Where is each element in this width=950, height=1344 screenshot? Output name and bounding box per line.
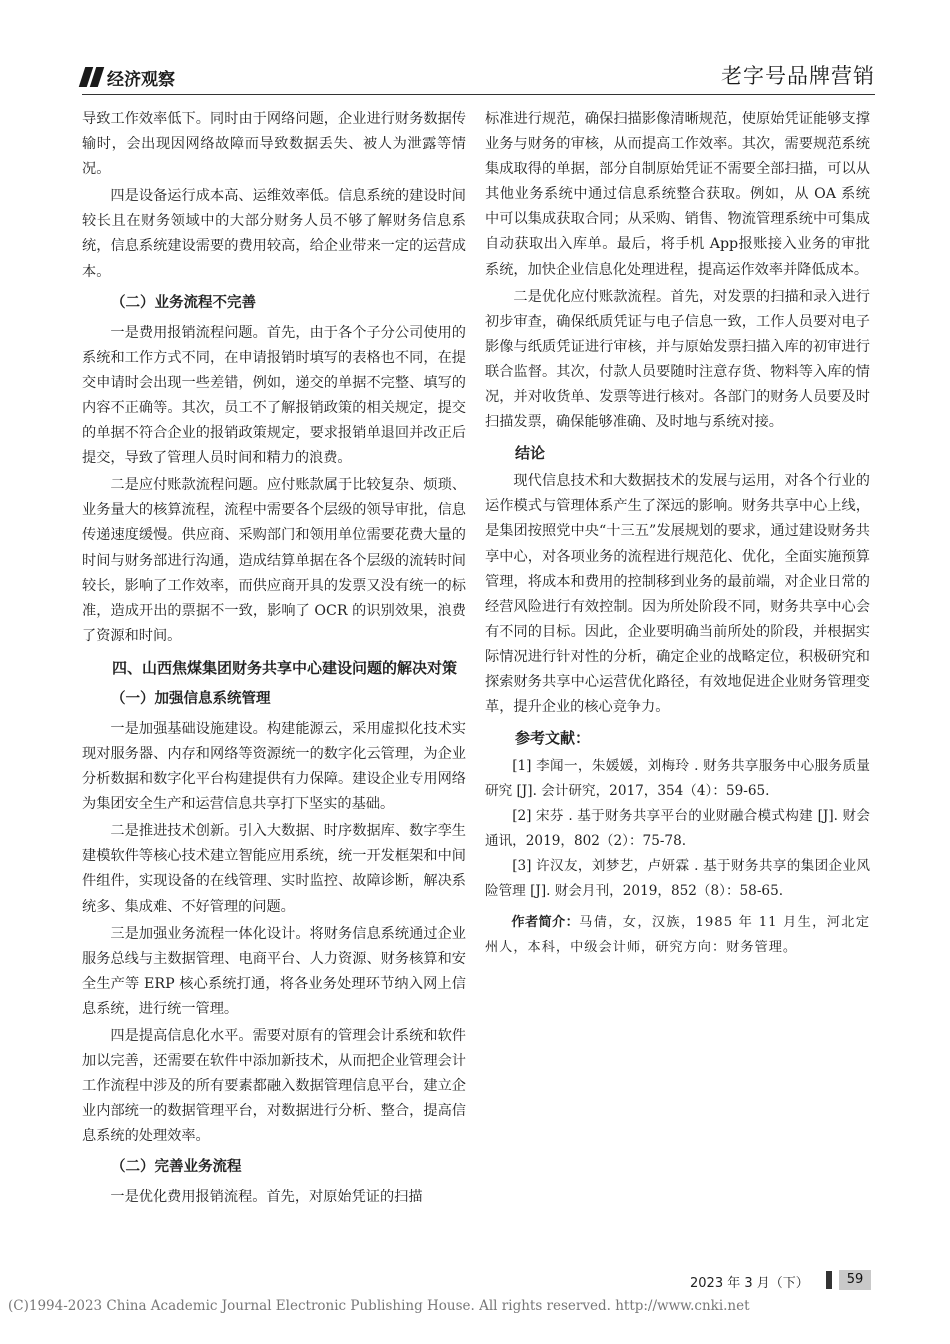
paragraph: 二是推进技术创新。引入大数据、时序数据库、数字孪生建模软件等核心技术建立智能应用系统，统一开发框架和中间件组件，实现设备的在线管理、实时监控、故障诊断，解决系统多、集成难、不好管理的问题。 [82, 823, 466, 915]
paragraph: 二是应付账款流程问题。应付账款属于比较复杂、烦琐、业务量大的核算流程，流程中需要各个层级的领导审批，信息传递速度缓慢。供应商、采购部门和领用单位需要花费大量的时间与财务部进行沟通，造成结算单据在各个层级的流转时间较长，影响了工作效率，而供应商开具的发票又没有统一的标准，造成开出的票据不一致，影响了 OCR 的识别效果，浪费了资源和时间。 [82, 477, 466, 644]
right-column [485, 107, 870, 960]
heading-label: 参考文献： [515, 729, 591, 748]
paragraph: 现代信息技术和大数据技术的发展与运用，对各个行业的运作模式与管理体系产生了深远的影响。财务共享中心上线，是集团按照党中央“十三五”发展规划的要求，通过建设财务共享中心，对各项业务的流程进行规范化、优化，全面实施预算管理，将成本和费用的控制移到业务的最前端，对企业日常的经营风险进行有效控制。因为所处阶段不同，财务共享中心会有不同的目标。因此，企业要明确当前所处的阶段，并根据实际情况进行针对性的分析，确定企业的战略定位，积极研究和探索财务共享中心运营优化路径，有效地促进企业财务管理变革，提升企业的核心竞争力。 [485, 473, 870, 716]
reference-item: [3] 许汉友，刘梦艺，卢妍霖 . 基于财务共享的集团企业风险管理 [J]. 财会月刊，2019，852（8）：58-65. [485, 858, 870, 900]
issue-date: 2023 年 3 月（下） [690, 1276, 809, 1291]
subsection-heading: （二）完善业务流程 [111, 1159, 242, 1176]
paragraph: 二是优化应付账款流程。首先，对发票的扫描和录入进行初步审查，确保纸质凭证与电子信息一致，工作人员要对电子影像与纸质凭证进行审核，并与原始发票扫描入库的初审进行联合监督。其次，付款人员要随时注意存货、物料等入库的情况，并对收货单、发票等进行核对。各部门的财务人员要及时扫描发票，确保能够准确、及时地与系统对接。 [485, 288, 870, 431]
heading-label: 结论 [515, 444, 546, 463]
paragraph: 导致工作效率低下。同时由于网络问题，企业进行财务数据传输时，会出现因网络故障而导致数据丢失、被人为泄露等情况。 [82, 111, 466, 178]
subsection-heading: （二）业务流程不完善 [111, 294, 256, 311]
journal-name: 经济观察 [107, 69, 175, 90]
section-heading: 四、山西焦煤集团财务共享中心建设问题的解决对策 [112, 658, 458, 677]
paragraph: 三是加强业务流程一体化设计。将财务信息系统通过企业服务总线与主数据管理、电商平台、人力资源、财务核算和安全生产等 ERP 核心系统打通，将各业务处理环节纳入网上信息系统，进行统一管理。 [82, 925, 466, 1017]
page-header [82, 60, 875, 92]
author-bio-label: 作者简介： [511, 915, 580, 931]
author-bio [485, 910, 870, 960]
reference-item: [2] 宋芬 . 基于财务共享平台的业财融合模式构建 [J]. 财会通讯，2019，802（2）：75-78. [485, 808, 870, 850]
reference-item: [1] 李闻一，朱媛媛，刘梅玲 . 财务共享服务中心服务质量研究 [J]. 会计研究，2017，354（4）：59-65. [485, 758, 870, 800]
section-title: 老字号品牌营销 [721, 64, 875, 88]
header-divider [82, 94, 875, 95]
copyright-notice: (C)1994-2023 China Academic Journal Electronic Publishing House. All rights reserved. http://www.cnki.net [8, 1298, 750, 1314]
paragraph: 一是加强基础设施建设。构建能源云，采用虚拟化技术实现对服务器、内存和网络等资源统一的数字化云管理，为企业分析数据和数字化平台构建提供有力保障。建设企业专用网络为集团安全生产和运营信息共享打下坚实的基础。 [82, 720, 466, 813]
page-number: 59 [839, 1270, 871, 1290]
journal-logo [82, 66, 175, 88]
paragraph: 四是提高信息化水平。需要对原有的管理会计系统和软件加以完善，还需要在软件中添加新技术，从而把企业管理会计工作流程中涉及的所有要素都融入数据管理信息平台，建立企业内部统一的数据管理平台，对数据进行分析、整合，提高信息系统的处理效率。 [82, 1028, 466, 1145]
paragraph: 四是设备运行成本高、运维效率低。信息系统的建设时间较长且在财务领域中的大部分财务人员不够了解财务信息系统，信息系统建设需要的费用较高，给企业带来一定的运营成本。 [82, 188, 466, 280]
paragraph: 一是优化费用报销流程。首先，对原始凭证的扫描 [110, 1189, 423, 1206]
subsection-heading: （一）加强信息系统管理 [111, 690, 271, 707]
left-column [82, 107, 466, 1213]
paragraph: 一是费用报销流程问题。首先，由于各个子分公司使用的系统和工作方式不同，在申请报销时填写的表格也不同，在提交申请时会出现一些差错，例如，递交的单据不完整、填写的内容不正确等。其次，员工不了解报销政策的相关规定，提交的单据不符合企业的报销政策规定，要求报销单退回并改正后提交，导致了管理人员时间和精力的浪费。 [82, 324, 466, 467]
paragraph: 标准进行规范，确保扫描影像清晰规范，使原始凭证能够支撑业务与财务的审核，从而提高工作效率。其次，需要规范系统集成取得的单据，部分自制原始凭证不需要全部扫描，可以从其他业务系统中通过信息系统整合获取。例如，从 OA 系统中可以集成获取合同；从采购、销售、物流管理系统中可集成自动获取出入库单。最后，将手机 App报账接入业务的审批系统，加快企业信息化处理进程，提高运作效率并降低成本。 [485, 111, 870, 278]
logo-bars-icon [82, 67, 101, 87]
author-bio-text: 马倩，女，汉族，1985 年 11 月生，河北定州人，本科，中级会计师，研究方向：财务管理。 [485, 915, 871, 956]
footer-divider [826, 1271, 832, 1289]
